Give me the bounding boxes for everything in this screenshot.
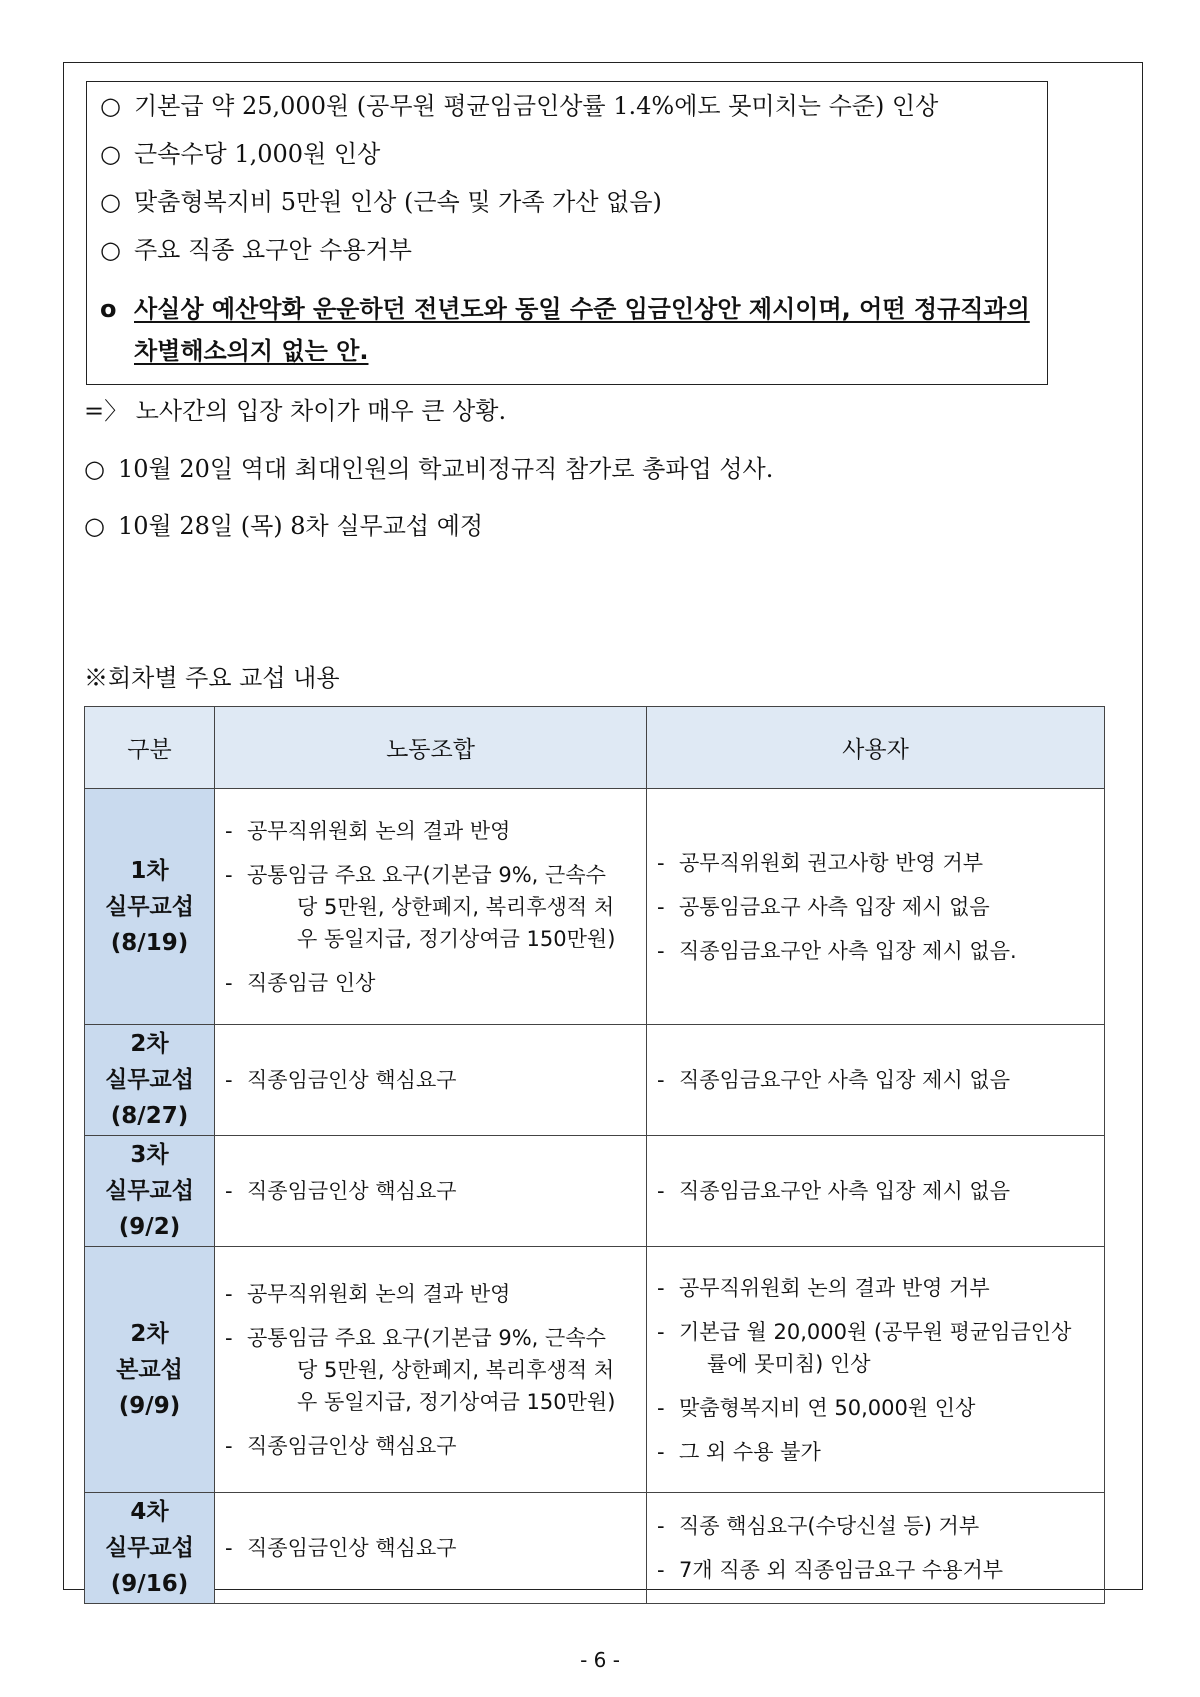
box-item [100, 134, 380, 169]
header-category: 구분 [85, 707, 215, 789]
round-cell [85, 789, 215, 1025]
union-item: - 직종임금인상 핵심요구 [223, 1430, 638, 1462]
round-number: 3차 [130, 1142, 169, 1168]
round-number: 2차 [130, 1031, 169, 1057]
round-type: 실무교섭 [105, 1535, 194, 1561]
union-item: - 공무직위원회 논의 결과 반영 [223, 1278, 638, 1310]
union-item [223, 1322, 638, 1418]
union-item [223, 859, 638, 955]
header-employer: 사용자 [647, 707, 1105, 789]
round-cell [85, 1493, 215, 1604]
bullet-item [84, 449, 773, 484]
bullet-marker: ○ [84, 512, 105, 540]
round-cell [85, 1136, 215, 1247]
header-union: 노동조합 [215, 707, 647, 789]
round-type: 실무교섭 [105, 893, 194, 920]
employer-item: - 7개 직종 외 직종임금요구 수용거부 [655, 1554, 1096, 1586]
employer-item: - 직종임금요구안 사측 입장 제시 없음. [655, 935, 1096, 967]
bullet-item [84, 506, 483, 541]
box-conclusion [100, 288, 1045, 372]
table-row [85, 1493, 1105, 1604]
union-cell [215, 1247, 647, 1493]
union-item-text: 공통임금 주요 요구(기본급 9%, 근속수 [247, 1325, 606, 1350]
page-number: - 6 - [580, 1648, 620, 1672]
negotiation-table [84, 706, 1105, 1604]
conclusion-line-2: 차별해소의지 없는 안. [134, 337, 369, 365]
employer-item: - 직종임금요구안 사측 입장 제시 없음 [655, 1064, 1096, 1096]
employer-cell [647, 1493, 1105, 1604]
union-cell [215, 1493, 647, 1604]
bullet-text: 10월 20일 역대 최대인원의 학교비정규직 참가로 총파업 성사. [118, 455, 774, 483]
summary-text: =〉 노사간의 입장 차이가 매우 큰 상황. [84, 397, 507, 425]
box-item-text: 기본급 약 25,000원 (공무원 평균임금인상률 1.4%에도 못미치는 수준) 인상 [134, 92, 939, 120]
employer-item: - 공무직위원회 논의 결과 반영 거부 [655, 1272, 1096, 1304]
union-item-cont: 우 동일지급, 정기상여금 150만원) [297, 926, 616, 951]
union-item: - 직종임금인상 핵심요구 [223, 1175, 638, 1207]
table-header-row [85, 707, 1105, 789]
employer-item: - 직종임금요구안 사측 입장 제시 없음 [655, 1175, 1096, 1207]
bullet-marker: ○ [100, 188, 121, 216]
round-number: 4차 [130, 1499, 169, 1525]
employer-item-cont: 률에 못미침) 인상 [707, 1351, 871, 1376]
round-date: (9/9) [118, 1392, 181, 1419]
round-number: 2차 [130, 1320, 169, 1347]
employer-item-text: 기본급 월 20,000원 (공무원 평균임금인상 [679, 1319, 1072, 1344]
table-row [85, 789, 1105, 1025]
bullet-marker: ○ [100, 236, 121, 264]
employer-item: - 맞춤형복지비 연 50,000원 인상 [655, 1392, 1096, 1424]
union-cell [215, 1025, 647, 1136]
box-item [100, 182, 662, 217]
union-item: - 공무직위원회 논의 결과 반영 [223, 815, 638, 847]
round-cell [85, 1247, 215, 1493]
table-row [85, 1247, 1105, 1493]
round-type: 본교섭 [116, 1356, 183, 1383]
employer-cell [647, 1136, 1105, 1247]
bullet-marker: ○ [100, 92, 121, 120]
round-date: (9/16) [110, 1571, 189, 1597]
table-row [85, 1025, 1105, 1136]
box-item [100, 86, 938, 121]
bullet-marker: o [100, 295, 117, 323]
round-type: 실무교섭 [105, 1067, 194, 1093]
employer-item: - 공통임금요구 사측 입장 제시 없음 [655, 891, 1096, 923]
union-cell [215, 1136, 647, 1247]
conclusion-line-1: 사실상 예산악화 운운하던 전년도와 동일 수준 임금인상안 제시이며, 어떤 정규직과의 [134, 295, 1030, 323]
table-row [85, 1136, 1105, 1247]
employer-cell [647, 1247, 1105, 1493]
employer-item: - 공무직위원회 권고사항 반영 거부 [655, 847, 1096, 879]
employer-item [655, 1316, 1096, 1380]
box-item-text: 근속수당 1,000원 인상 [134, 140, 381, 168]
bullet-text: 10월 28일 (목) 8차 실무교섭 예정 [118, 512, 484, 540]
round-number: 1차 [130, 857, 169, 884]
union-cell [215, 789, 647, 1025]
bullet-marker: ○ [84, 455, 105, 483]
box-item-text: 주요 직종 요구안 수용거부 [134, 236, 412, 264]
union-item: - 직종임금 인상 [223, 967, 638, 999]
round-date: (8/19) [110, 929, 189, 956]
union-item: - 직종임금인상 핵심요구 [223, 1064, 638, 1096]
employer-cell [647, 1025, 1105, 1136]
table-title: ※회차별 주요 교섭 내용 [84, 664, 340, 692]
bullet-marker: ○ [100, 140, 121, 168]
round-date: (9/2) [118, 1214, 181, 1240]
round-date: (8/27) [110, 1103, 189, 1129]
union-item: - 직종임금인상 핵심요구 [223, 1532, 638, 1564]
employer-item: - 직종 핵심요구(수당신설 등) 거부 [655, 1510, 1096, 1542]
union-item-cont: 당 5만원, 상한폐지, 복리후생적 처 [297, 894, 615, 919]
union-item-text: 공통임금 주요 요구(기본급 9%, 근속수 [247, 862, 606, 887]
union-item-cont: 우 동일지급, 정기상여금 150만원) [297, 1389, 616, 1414]
union-item-cont: 당 5만원, 상한폐지, 복리후생적 처 [297, 1357, 615, 1382]
round-type: 실무교섭 [105, 1178, 194, 1204]
box-item-text: 맞춤형복지비 5만원 인상 (근속 및 가족 가산 없음) [134, 188, 662, 216]
employer-item: - 그 외 수용 불가 [655, 1436, 1096, 1468]
employer-cell [647, 789, 1105, 1025]
box-item [100, 230, 412, 265]
round-cell [85, 1025, 215, 1136]
